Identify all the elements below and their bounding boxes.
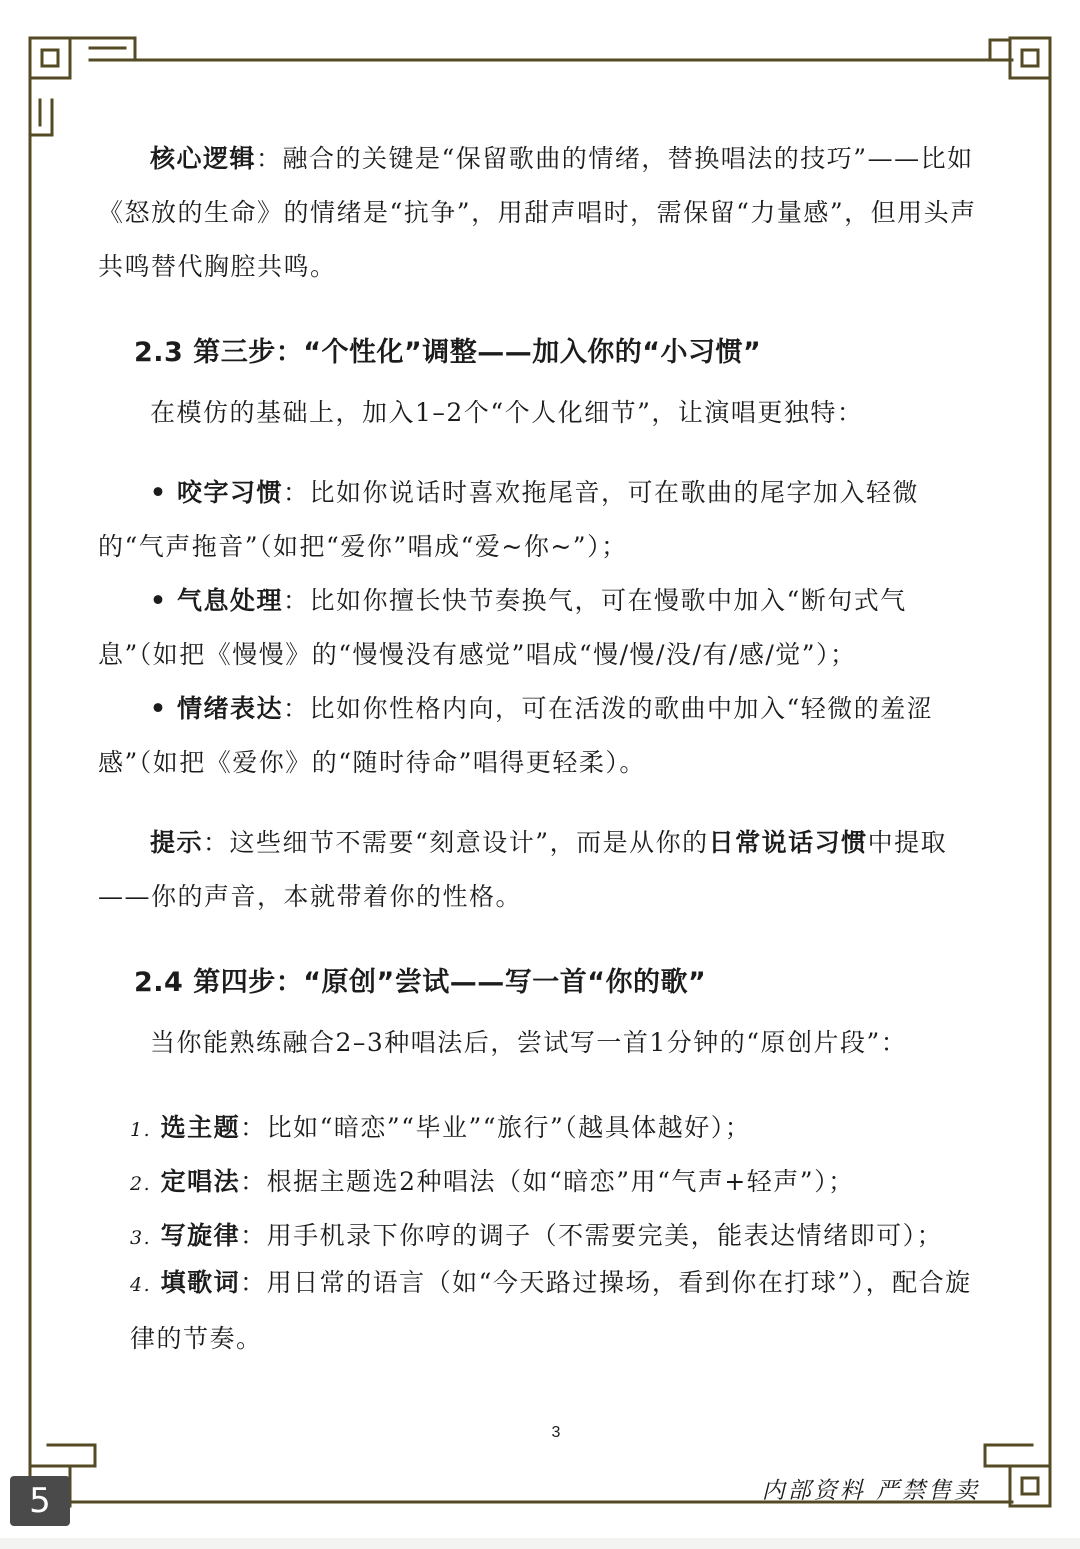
step-text: ：用日常的语言（如“今天路过操场，看到你在打球”），配合旋律的节奏。: [130, 1268, 972, 1353]
bullet-dot: •: [150, 586, 168, 615]
step-number: 4.: [130, 1274, 152, 1296]
step-label: 选主题: [160, 1113, 241, 1142]
bullet-text: ：比如你擅长快节奏换气，可在慢歌中加入“断句式气息”（如把《慢慢》的“慢慢没有感觉”唱成“慢/慢/没/有/感/觉”）；: [98, 586, 907, 669]
section-2-4-intro: 当你能熟练融合2–3种唱法后，尝试写一首1分钟的“原创片段”：: [150, 1028, 908, 1057]
core-logic-label: 核心逻辑: [150, 144, 257, 173]
bullet-item: [98, 466, 983, 574]
section-heading-2-3: 2.3 第三步：“个性化”调整——加入你的“小习惯”: [134, 337, 762, 368]
tip-text-end: 中提取——你的声音，本就带着你的性格。: [98, 828, 948, 911]
core-logic-text: ：融合的关键是“保留歌曲的情绪，替换唱法的技巧”——比如《怒放的生命》的情绪是“抗争”，用甜声唱时，需保留“力量感”，但用头声共鸣替代胸腔共鸣。: [98, 144, 977, 281]
image-index-badge: 5: [10, 1476, 70, 1526]
corner-ornament-top-left: [30, 38, 135, 135]
section-heading-2-4: 2.4 第四步：“原创”尝试——写一首“你的歌”: [134, 967, 707, 998]
step-number: 2.: [130, 1173, 152, 1195]
bullet-item: [98, 574, 983, 682]
step-number: 1.: [130, 1119, 152, 1141]
step-label: 写旋律: [160, 1221, 241, 1250]
step-item: [130, 1256, 983, 1366]
step-text: ：用手机录下你哼的调子（不需要完美，能表达情绪即可）；: [240, 1221, 944, 1250]
step-text: ：根据主题选2种唱法（如“暗恋”用“气声+轻声”）；: [240, 1167, 855, 1196]
bullet-label: 咬字习惯: [176, 478, 283, 507]
bullet-label: 情绪表达: [176, 694, 283, 723]
core-logic-paragraph: [98, 132, 983, 294]
bullet-dot: •: [150, 478, 168, 507]
step-item: [130, 1162, 983, 1198]
bullet-text: ：比如你说话时喜欢拖尾音，可在歌曲的尾字加入轻微的“气声拖音”（如把“爱你”唱成“爱~你~”）；: [98, 478, 919, 561]
step-item: [130, 1108, 983, 1144]
bullet-item: [98, 682, 983, 790]
bullet-text: ：比如你性格内向，可在活泼的歌曲中加入“轻微的羞涩感”（如把《爱你》的“随时待命”唱得更轻柔）。: [98, 694, 934, 777]
tip-text: ：这些细节不需要“刻意设计”，而是从你的: [203, 828, 709, 857]
step-number: 3.: [130, 1227, 152, 1249]
corner-ornament-bottom-right: [985, 1445, 1050, 1506]
tip-label: 提示: [150, 828, 204, 857]
section-2-3-intro: 在模仿的基础上，加入1–2个“个人化细节”，让演唱更独特：: [150, 398, 864, 427]
step-text: ：比如“暗恋”“毕业”“旅行”（越具体越好）；: [240, 1113, 752, 1142]
bullet-dot: •: [150, 694, 168, 723]
corner-ornament-top-right: [990, 38, 1050, 100]
step-label: 定唱法: [160, 1167, 241, 1196]
tip-paragraph: [98, 816, 983, 924]
step-label: 填歌词: [160, 1268, 241, 1297]
footer-notice: 内部资料 严禁售卖: [761, 1478, 980, 1504]
bullet-label: 气息处理: [176, 586, 283, 615]
step-item: [130, 1216, 983, 1252]
page-number: 3: [551, 1424, 561, 1441]
tip-emphasis: 日常说话习惯: [708, 828, 868, 857]
